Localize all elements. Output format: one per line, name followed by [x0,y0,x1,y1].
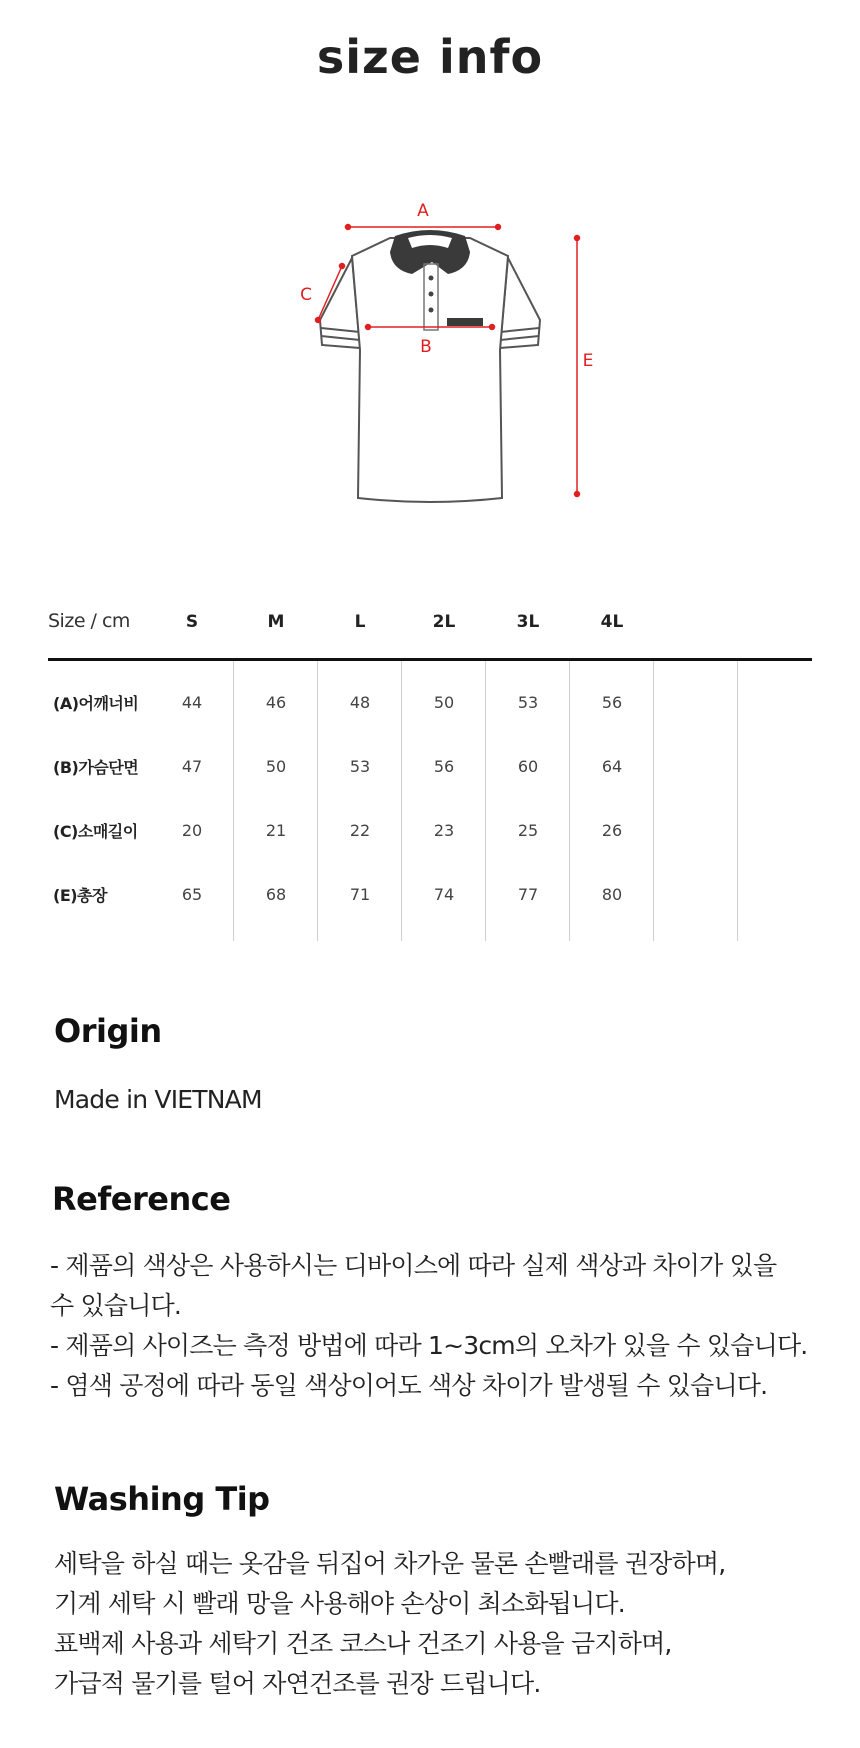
table-cell: 22 [349,821,371,840]
table-cell: 65 [181,885,203,904]
reference-note-3: - 염색 공정에 따라 동일 색상이어도 색상 차이가 발생될 수 있습니다. [50,1371,768,1400]
table-cell: 47 [181,757,203,776]
column-header-2l: 2L [432,612,456,632]
table-cell: 23 [433,821,455,840]
dimension-label-b: B [420,337,432,357]
dimension-label-e: E [582,351,594,371]
table-cell: 46 [265,693,287,712]
table-cell: 77 [517,885,539,904]
washing-line-3: 표백제 사용과 세탁기 건조 코스나 건조기 사용을 금지하며, [54,1629,672,1658]
reference-note-1: - 제품의 색상은 사용하시는 디바이스에 따라 실제 색상과 차이가 있을 수 있습니다. [50,1251,777,1320]
table-cell: 80 [601,885,623,904]
table-cell: 71 [349,885,371,904]
column-header-m: M [267,612,285,632]
washing-line-4: 가급적 물기를 털어 자연건조를 권장 드립니다. [54,1669,541,1698]
table-cell: 26 [601,821,623,840]
size-table-header [48,598,812,661]
table-cell: 25 [517,821,539,840]
table-cell: 53 [349,757,371,776]
button-1 [429,276,434,281]
reference-heading: Reference [52,1180,231,1218]
washing-line-1: 세탁을 하실 때는 옷감을 뒤집어 차가운 물론 손빨래를 권장하며, [54,1549,726,1578]
washing-heading: Washing Tip [54,1480,270,1518]
row-label: (B)가슴단면 [53,758,139,777]
column-header-4l: 4L [600,612,624,632]
origin-text: Made in VIETNAM [54,1085,262,1114]
row-label: (E)총장 [53,886,107,905]
table-cell: 50 [265,757,287,776]
table-row [48,861,812,925]
table-cell: 21 [265,821,287,840]
table-cell: 20 [181,821,203,840]
table-cell: 48 [349,693,371,712]
table-row [48,797,812,861]
origin-heading: Origin [54,1012,162,1050]
table-cell: 56 [433,757,455,776]
table-cell: 64 [601,757,623,776]
row-label: (A)어깨너비 [53,694,139,713]
table-row [48,733,812,797]
dimension-label-a: A [417,201,429,221]
pocket-trim [447,318,483,326]
column-header-3l: 3L [516,612,540,632]
column-header-s: S [185,612,199,632]
page-title: size info [316,30,544,84]
button-2 [429,292,434,297]
size-table-caption: Size / cm [48,610,130,632]
table-cell: 60 [517,757,539,776]
table-cell: 53 [517,693,539,712]
button-3 [429,308,434,313]
table-cell: 50 [433,693,455,712]
polo-shirt-illustration [0,180,860,520]
table-row [48,669,812,733]
size-table [48,598,812,941]
table-cell: 44 [181,693,203,712]
size-table-body [48,661,812,941]
table-cell: 74 [433,885,455,904]
table-cell: 56 [601,693,623,712]
dimension-label-c: C [300,285,312,305]
column-header-l: L [354,612,366,632]
size-diagram [0,180,860,520]
table-cell: 68 [265,885,287,904]
washing-line-2: 기계 세탁 시 빨래 망을 사용해야 손상이 최소화됩니다. [54,1589,625,1618]
row-label: (C)소매길이 [53,822,138,841]
reference-note-2: - 제품의 사이즈는 측정 방법에 따라 1~3cm의 오차가 있을 수 있습니다. [50,1331,808,1360]
